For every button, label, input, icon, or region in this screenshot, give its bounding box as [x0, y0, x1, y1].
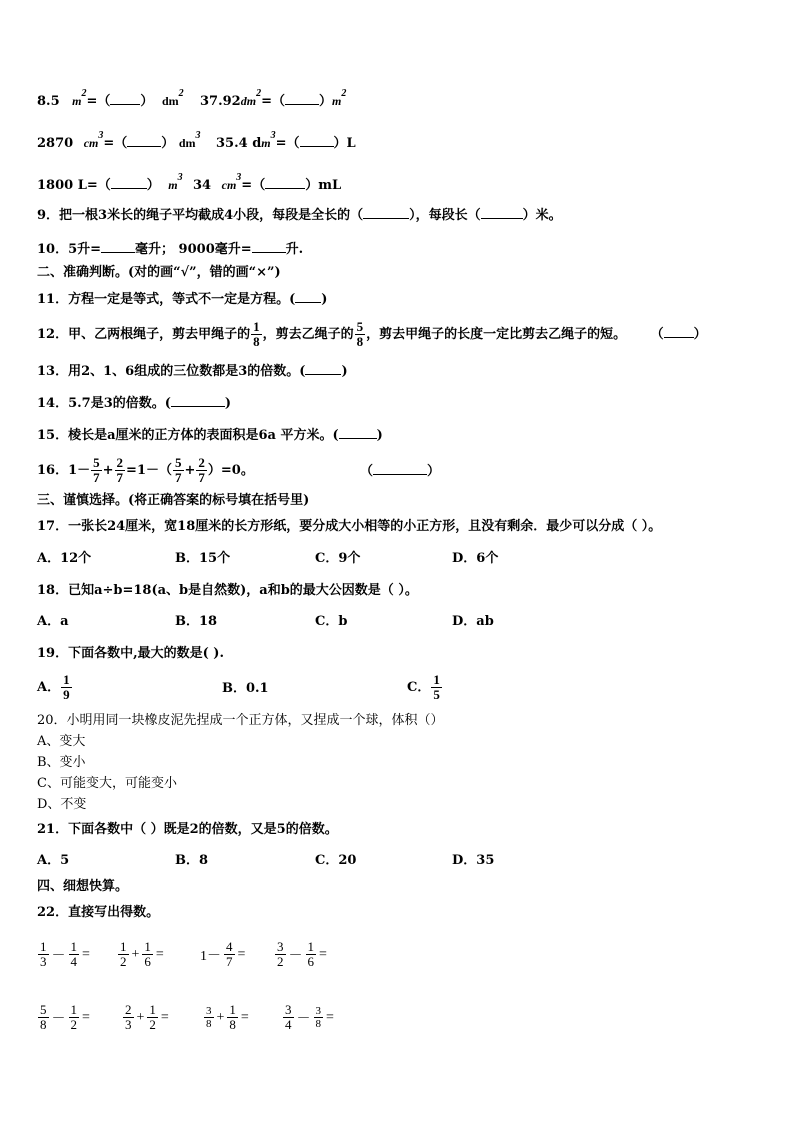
q14-text: 14．5.7是3的倍数。( — [37, 396, 171, 411]
calc-item — [203, 1003, 251, 1032]
question-18-option-d[interactable]: D．ab — [452, 614, 494, 629]
fraction: $\frac{3}{4}$ — [285, 1002, 292, 1032]
fraction: $\frac{1}{8}$ — [229, 1002, 236, 1032]
calc-item — [274, 940, 329, 969]
q15-text: ) — [376, 428, 383, 443]
operator: + — [216, 1009, 225, 1025]
question-21-option-b[interactable]: B．8 — [175, 853, 209, 868]
operator: － — [296, 1011, 311, 1027]
conv-equals: =（ — [103, 136, 128, 151]
q13-text: ) — [341, 364, 348, 379]
fraction: $\frac{1}{2}$ — [120, 939, 127, 969]
question-17-option-d[interactable]: D．6个 — [452, 551, 499, 566]
equals-sign: = — [240, 1009, 249, 1025]
conv-unit: m — [331, 94, 342, 108]
fraction: $\frac{1}{4}$ — [70, 939, 77, 969]
conv-unit: dm — [240, 94, 257, 108]
conv-close: ） — [161, 136, 175, 151]
question-13 — [37, 362, 348, 381]
operator: － — [51, 1011, 66, 1027]
calc-item — [122, 1003, 171, 1032]
q11-text: ) — [321, 292, 328, 307]
conv-row2-a — [37, 130, 201, 154]
conv-row1-b — [200, 88, 347, 112]
answer-blank[interactable] — [252, 240, 286, 253]
plus-sign: + — [184, 463, 196, 478]
fraction: $\frac{1}{5}$ — [433, 672, 440, 702]
conv-exponent: 3 — [270, 130, 276, 141]
answer-blank[interactable] — [373, 462, 427, 475]
fraction: $\frac{1}{8}$ — [253, 319, 260, 349]
question-14 — [37, 394, 231, 413]
fraction: $\frac{2}{7}$ — [116, 455, 124, 485]
question-10 — [37, 240, 303, 259]
question-18-stem: 18．已知a÷b=18(a、b是自然数)，a和b的最大公因数是（ ）。 — [37, 583, 418, 598]
option-label: C． — [407, 680, 431, 695]
option-label: A． — [37, 680, 61, 695]
conv-unit: cm — [83, 136, 99, 150]
section-2-heading: 二、准确判断。(对的画“√”，错的画“×”) — [37, 265, 281, 280]
fraction: $\frac{2}{7}$ — [198, 455, 205, 485]
equals-sign: = — [82, 1009, 90, 1025]
calc-item — [282, 1003, 336, 1032]
equals-sign: = — [319, 946, 327, 962]
question-17-option-c[interactable]: C．9个 — [315, 551, 361, 566]
fraction: $\frac{1}{9}$ — [63, 672, 70, 702]
question-12 — [37, 318, 707, 352]
q10-text: 10．5升= — [37, 242, 102, 257]
fraction: $\frac{4}{7}$ — [226, 939, 233, 969]
conv-exponent: 3 — [236, 172, 242, 183]
q12-text: （ — [650, 327, 664, 342]
q12-text: ，剪去乙绳子的 — [262, 327, 354, 342]
conv-exponent: 3 — [177, 172, 183, 183]
q12-text: ，剪去甲绳子的长度一定比剪去乙绳子的短。 — [366, 327, 627, 342]
question-20-option-d[interactable]: D、不变 — [37, 797, 87, 812]
equals-sign: = — [82, 946, 90, 962]
question-16 — [37, 454, 254, 488]
question-18-option-c[interactable]: C．b — [315, 614, 348, 629]
q10-text: 升. — [285, 242, 304, 257]
question-22-stem: 22．直接写出得数。 — [37, 905, 160, 920]
fraction: $\frac{3}{8}$ — [315, 1005, 321, 1030]
answer-blank[interactable] — [265, 176, 305, 189]
conv-value: 8.5 — [37, 94, 60, 109]
q15-text: 15．棱长是a厘米的正方体的表面积是6a 平方米。( — [37, 428, 339, 443]
conv-exponent: 2 — [341, 88, 347, 99]
question-15 — [37, 426, 383, 445]
conv-exponent: 2 — [178, 88, 184, 99]
conv-exponent: 3 — [98, 130, 104, 141]
question-20-stem: 20．小明用同一块橡皮泥先捏成一个正方体，又捏成一个球，体积（） — [37, 713, 444, 728]
answer-blank[interactable] — [481, 206, 523, 219]
answer-blank[interactable] — [339, 426, 377, 439]
question-17-option-b[interactable]: B．15个 — [175, 551, 231, 566]
fraction: $\frac{5}{8}$ — [356, 319, 364, 349]
equals-sign: = — [160, 1009, 169, 1025]
conv-close: ） — [140, 94, 154, 109]
fraction: $\frac{1}{3}$ — [40, 939, 47, 969]
conv-unit: cm — [221, 178, 237, 192]
fraction: $\frac{1}{6}$ — [307, 939, 314, 969]
question-11 — [37, 290, 327, 309]
answer-blank[interactable] — [664, 325, 694, 338]
conv-unit: dm — [178, 136, 196, 150]
question-19-option-b[interactable]: B．0.1 — [222, 681, 269, 696]
conv-equals: =（ — [241, 178, 266, 193]
conv-close: ） — [146, 178, 160, 193]
q9-text: ）米。 — [522, 208, 562, 223]
operator: － — [288, 948, 303, 964]
equals-sign: = — [155, 946, 164, 962]
fraction: $\frac{2}{3}$ — [125, 1002, 132, 1032]
answer-blank[interactable] — [300, 134, 334, 147]
conv-unit: m — [261, 136, 271, 150]
answer-blank[interactable] — [111, 176, 147, 189]
conv-value: 37.92 — [200, 94, 241, 109]
q9-text: ），每段长（ — [409, 208, 481, 223]
answer-blank[interactable] — [127, 134, 161, 147]
q13-text: 13．用2、1、6组成的三位数都是3的倍数。( — [37, 364, 306, 379]
conv-value: 1800 L=（ — [37, 178, 111, 193]
q11-text: 11．方程一定是等式，等式不一定是方程。( — [37, 292, 296, 307]
conv-value: 35.4 d — [216, 136, 262, 151]
question-21-option-a[interactable]: A．5 — [37, 853, 70, 868]
question-17-option-a[interactable]: A．12个 — [37, 551, 92, 566]
conv-unit: dm — [161, 94, 179, 108]
q12-text: ） — [693, 327, 707, 342]
conv-exponent: 3 — [195, 130, 201, 141]
answer-blank[interactable] — [295, 290, 321, 303]
q14-text: ) — [224, 396, 232, 411]
conv-close: ） — [318, 94, 332, 109]
conv-unit: m — [168, 178, 178, 192]
operator: + — [131, 946, 140, 962]
question-20-option-b[interactable]: B、变小 — [37, 755, 86, 770]
conv-equals: =（ — [275, 136, 300, 151]
conv-value: 2870 — [37, 136, 74, 151]
q12-text: 12．甲、乙两根绳子，剪去甲绳子的 — [37, 327, 251, 342]
operator: － — [51, 948, 66, 964]
calc-item — [117, 940, 166, 969]
conv-row1-a — [37, 88, 184, 112]
calc-item — [37, 940, 92, 969]
plus-sign: + — [102, 463, 114, 478]
q16-text: （ — [360, 464, 374, 479]
answer-blank[interactable] — [363, 206, 409, 219]
question-18-option-b[interactable]: B．18 — [175, 614, 218, 629]
conv-row3-a — [37, 172, 183, 196]
fraction: $\frac{3}{2}$ — [277, 939, 284, 969]
calc-item — [37, 1003, 92, 1032]
question-16-answer — [360, 462, 440, 481]
q9-text: 9．把一根3米长的绳子平均截成4小段，每段是全长的（ — [37, 208, 364, 223]
answer-blank[interactable] — [101, 240, 135, 253]
equals-sign: = — [326, 1009, 334, 1025]
conv-equals: =（ — [261, 94, 285, 109]
answer-blank[interactable] — [305, 362, 341, 375]
fraction: $\frac{1}{2}$ — [149, 1002, 156, 1032]
q16-text: ）=0。 — [207, 463, 254, 478]
fraction: $\frac{5}{8}$ — [40, 1002, 47, 1032]
section-3-heading: 三、谨慎选择。(将正确答案的标号填在括号里) — [37, 493, 310, 508]
operator: 1－ — [200, 948, 221, 964]
answer-blank[interactable] — [110, 92, 140, 105]
question-20-option-a[interactable]: A、变大 — [37, 734, 86, 749]
section-4-heading: 四、细想快算。 — [37, 879, 129, 894]
q10-text: 毫升； 9000毫升= — [135, 242, 252, 257]
question-21-stem: 21．下面各数中（ ）既是2的倍数，又是5的倍数。 — [37, 822, 338, 837]
question-21-option-c[interactable]: C．20 — [315, 853, 357, 868]
answer-blank[interactable] — [285, 92, 319, 105]
conv-close: ）mL — [305, 178, 342, 193]
q16-text: ） — [427, 464, 441, 479]
question-18-option-a[interactable]: A．a — [37, 614, 69, 629]
conv-close: ）L — [333, 136, 356, 151]
equals-sign: = — [237, 946, 246, 962]
fraction: $\frac{1}{2}$ — [70, 1002, 77, 1032]
conv-row2-b — [216, 130, 356, 154]
calc-item — [198, 940, 247, 969]
conv-exponent: 2 — [256, 88, 262, 99]
conv-exponent: 2 — [81, 88, 87, 99]
fraction: $\frac{1}{6}$ — [144, 939, 151, 969]
question-17-stem: 17．一张长24厘米，宽18厘米的长方形纸，要分成大小相等的小正方形，且没有剩余．最少可以分成（ ）。 — [37, 519, 662, 534]
conv-value: 34 — [193, 178, 212, 193]
conv-equals: =（ — [86, 94, 111, 109]
q16-text: =1－（ — [126, 463, 172, 478]
fraction: $\frac{5}{7}$ — [175, 455, 182, 485]
conv-row3-b — [193, 172, 342, 196]
question-19-stem: 19．下面各数中,最大的数是( ). — [37, 646, 224, 661]
question-9 — [37, 206, 562, 225]
operator: + — [136, 1009, 145, 1025]
answer-blank[interactable] — [171, 394, 225, 407]
question-19-option-a[interactable] — [37, 670, 73, 706]
conv-unit: m — [72, 94, 82, 108]
question-20-option-c[interactable]: C、可能变大，可能变小 — [37, 776, 177, 791]
fraction: $\frac{3}{8}$ — [206, 1005, 212, 1030]
fraction: $\frac{5}{7}$ — [93, 455, 100, 485]
question-19-option-c[interactable] — [407, 670, 443, 706]
question-21-option-d[interactable]: D．35 — [452, 853, 495, 868]
q16-text: 16．1－ — [37, 463, 91, 478]
